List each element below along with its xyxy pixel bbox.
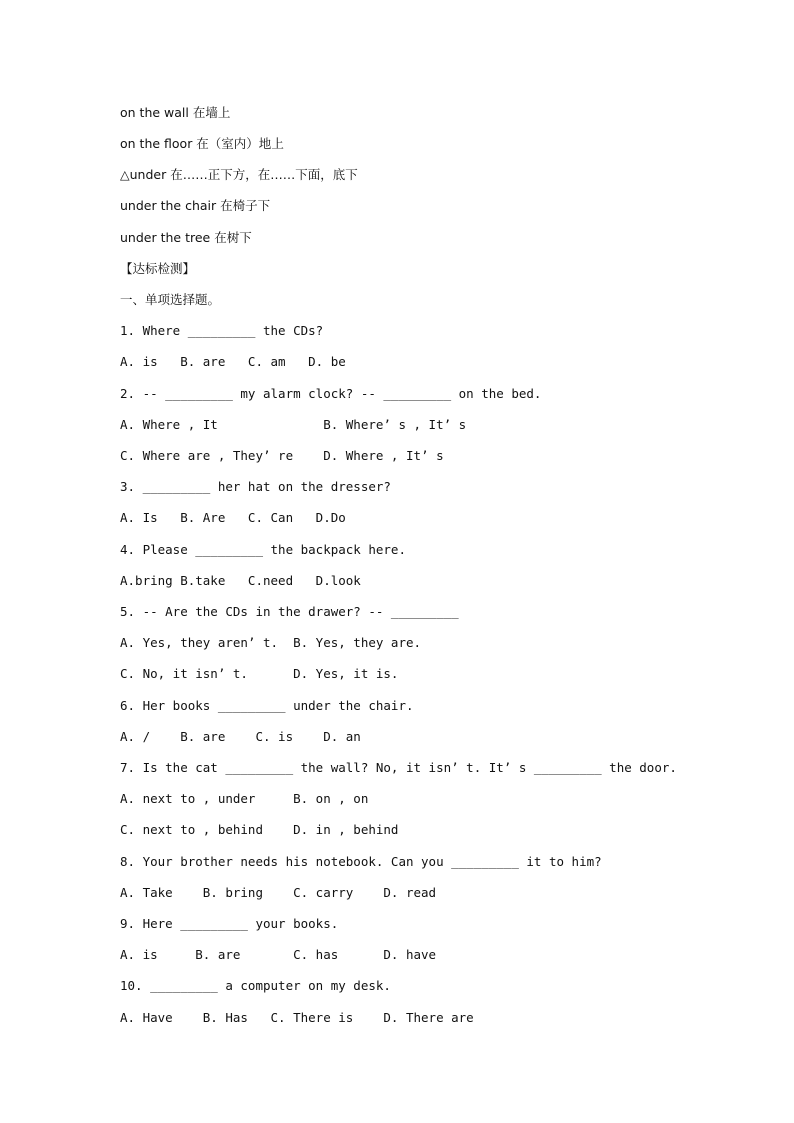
vocab-line-2: on the floor 在（室内）地上 [120,136,284,151]
question-5-options-a: A. Yes, they aren’ t. B. Yes, they are. [120,635,422,650]
question-8: 8. Your brother needs his notebook. Can you _________ it to him? [120,854,602,869]
question-8-options: A. Take B. bring C. carry D. read [120,885,437,900]
question-9: 9. Here _________ your books. [120,916,339,931]
question-3: 3. _________ her hat on the dresser? [120,479,391,494]
vocab-line-5: under the tree 在树下 [120,230,252,245]
question-7-options-b: C. next to , behind D. in , behind [120,822,399,837]
question-7: 7. Is the cat _________ the wall? No, it isn’ t. It’ s _________ the door. [120,760,677,775]
question-3-options: A. Is B. Are C. Can D.Do [120,510,346,525]
question-4-options: A.bring B.take C.need D.look [120,573,361,588]
section-title: 【达标检测】 [120,261,196,276]
question-6-options: A. / B. are C. is D. an [120,729,361,744]
vocab-line-4: under the chair 在椅子下 [120,198,271,213]
vocab-line-3: △under 在……正下方，在……下面，底下 [120,167,358,182]
vocab-line-1: on the wall 在墙上 [120,105,231,120]
question-5-options-b: C. No, it isn’ t. D. Yes, it is. [120,666,399,681]
question-6: 6. Her books _________ under the chair. [120,698,414,713]
question-2-options-b: C. Where are , They’ re D. Where , It’ s [120,448,444,463]
question-7-options-a: A. next to , under B. on , on [120,791,369,806]
question-1: 1. Where _________ the CDs? [120,323,324,338]
question-10: 10. _________ a computer on my desk. [120,978,391,993]
question-2-options-a: A. Where , It B. Where’ s , It’ s [120,417,467,432]
question-10-options: A. Have B. Has C. There is D. There are [120,1010,474,1025]
question-9-options: A. is B. are C. has D. have [120,947,437,962]
question-5: 5. -- Are the CDs in the drawer? -- _________ [120,604,459,619]
question-2: 2. -- _________ my alarm clock? -- _________ on the bed. [120,386,542,401]
part-title: 一、单项选择题。 [120,292,221,307]
question-1-options: A. is B. are C. am D. be [120,354,346,369]
question-4: 4. Please _________ the backpack here. [120,542,406,557]
